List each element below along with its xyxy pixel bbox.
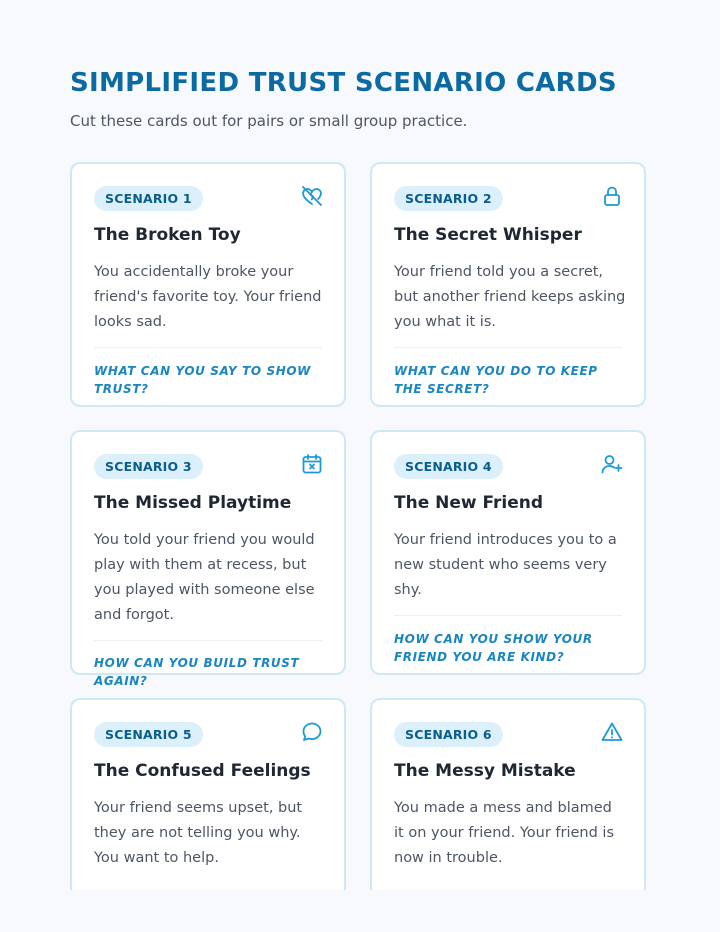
- calendar-x-icon: [300, 452, 324, 476]
- scenario-badge: SCENARIO 6: [394, 722, 503, 747]
- lock-icon: [600, 184, 624, 208]
- card-title: The Broken Toy: [94, 225, 241, 245]
- card-title: The Confused Feelings: [94, 761, 311, 781]
- scenario-badge: SCENARIO 5: [94, 722, 203, 747]
- card-question: HOW CAN YOU SHOW YOUR FRIEND YOU ARE KIND?: [394, 632, 593, 664]
- card-divider: [394, 347, 622, 348]
- broken-heart-icon: [300, 184, 324, 208]
- card-grid: [70, 162, 650, 890]
- scenario-badge: SCENARIO 1: [94, 186, 203, 211]
- scenario-card-5: [70, 698, 346, 890]
- card-title: The New Friend: [394, 493, 544, 513]
- page-subtitle: Cut these cards out for pairs or small group practice.: [70, 112, 468, 130]
- scenario-badge: SCENARIO 4: [394, 454, 503, 479]
- speech-bubble-icon: [300, 720, 324, 744]
- page-title: SIMPLIFIED TRUST SCENARIO CARDS: [70, 68, 617, 98]
- card-body: You accidentally broke your friend's favorite toy. Your friend looks sad.: [94, 264, 322, 330]
- card-divider: [94, 640, 322, 641]
- card-question: WHAT CAN YOU SAY TO SHOW TRUST?: [94, 364, 311, 396]
- scenario-card-2: [370, 162, 646, 407]
- scenario-card-6: [370, 698, 646, 890]
- card-body: You made a mess and blamed it on your friend. Your friend is now in trouble.: [394, 800, 614, 866]
- user-plus-icon: [600, 452, 624, 476]
- scenario-card-4: [370, 430, 646, 675]
- card-title: The Messy Mistake: [394, 761, 576, 781]
- scenario-card-1: [70, 162, 346, 407]
- scenario-badge: SCENARIO 2: [394, 186, 503, 211]
- card-body: Your friend told you a secret, but another friend keeps asking you what it is.: [394, 264, 626, 330]
- warning-icon: [600, 720, 624, 744]
- card-question: WHAT CAN YOU DO TO KEEP THE SECRET?: [394, 364, 598, 396]
- card-body: Your friend seems upset, but they are not telling you why. You want to help.: [94, 800, 303, 866]
- card-title: The Secret Whisper: [394, 225, 582, 245]
- card-divider: [94, 347, 322, 348]
- card-body: You told your friend you would play with them at recess, but you played with someone else and forgot.: [94, 532, 315, 623]
- card-divider: [394, 615, 622, 616]
- card-title: The Missed Playtime: [94, 493, 292, 513]
- card-body: Your friend introduces you to a new student who seems very shy.: [394, 532, 617, 598]
- card-question: HOW CAN YOU BUILD TRUST AGAIN?: [94, 656, 300, 688]
- scenario-card-3: [70, 430, 346, 688]
- scenario-badge: SCENARIO 3: [94, 454, 203, 479]
